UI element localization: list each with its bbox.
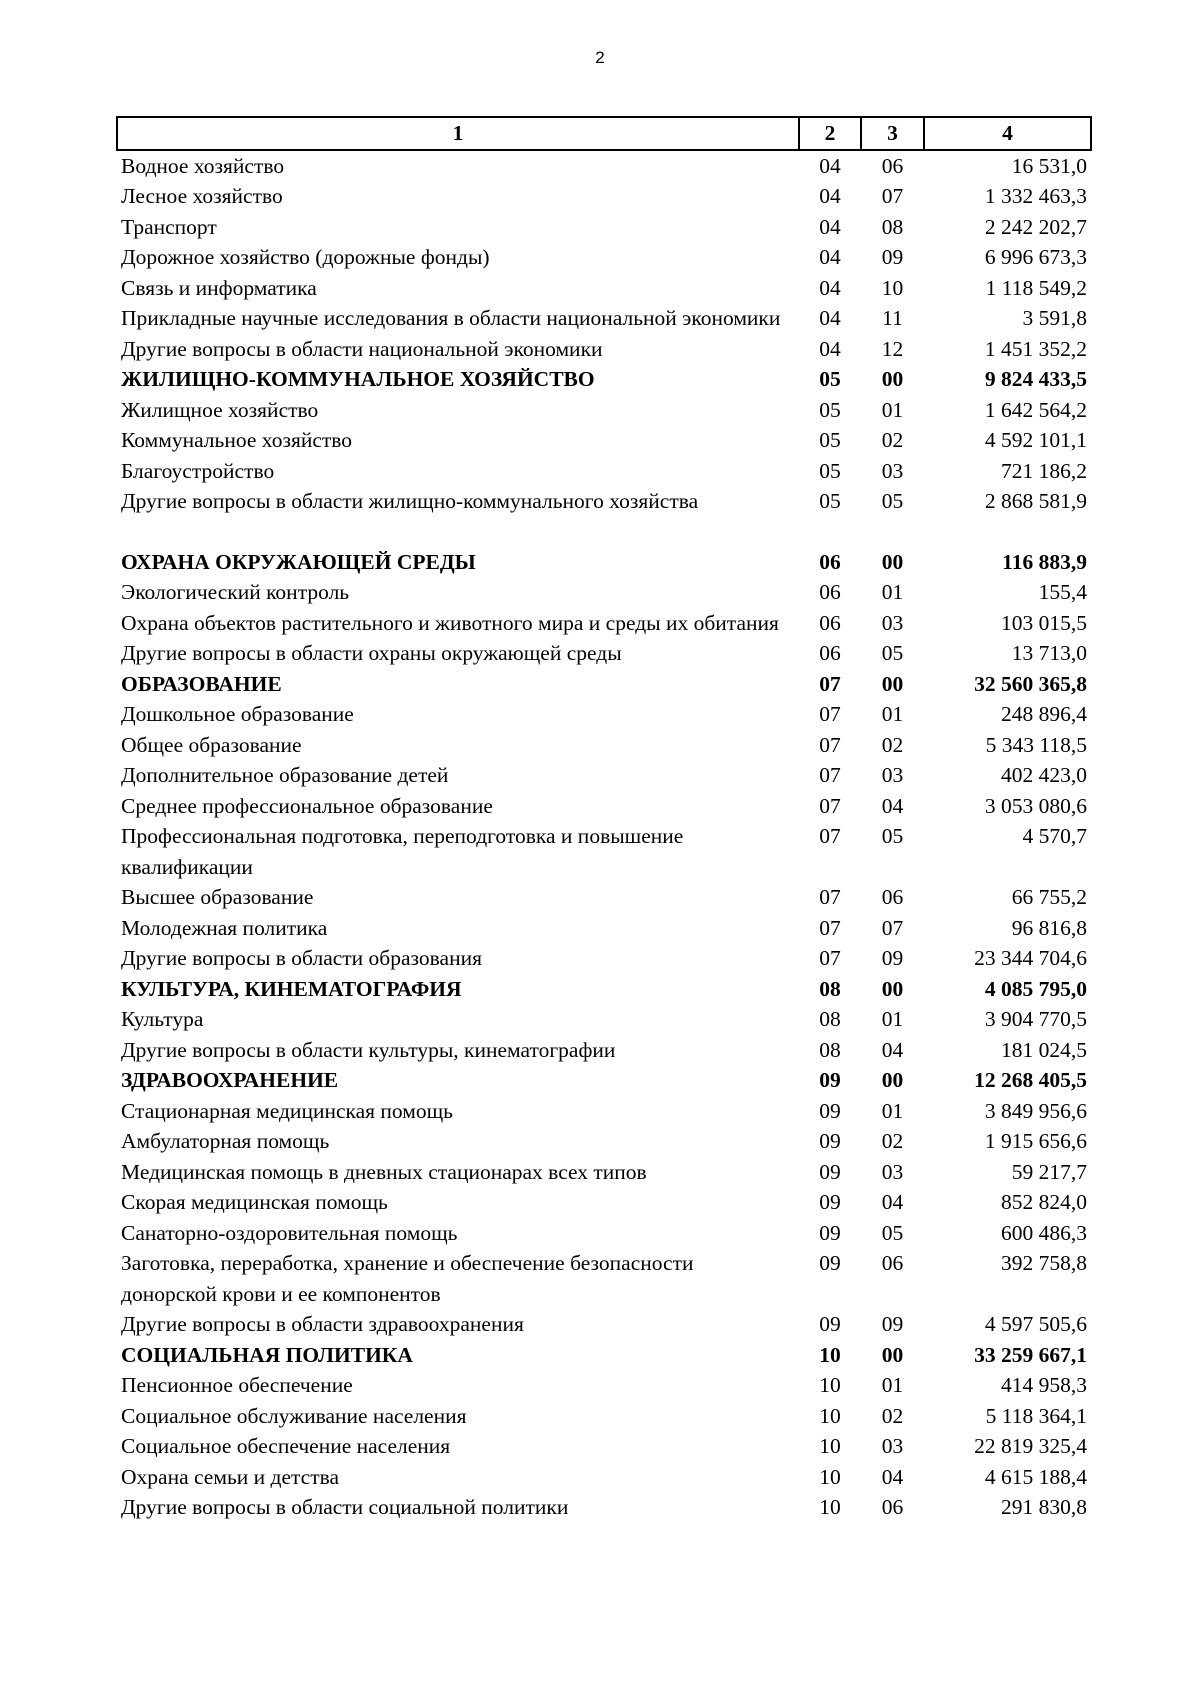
table-row xyxy=(117,1431,1091,1462)
row-amount: 291 830,8 xyxy=(1001,1495,1087,1519)
row-name: Заготовка, переработка, хранение и обеспечение безопасности донорской крови и ее компонентов xyxy=(121,1251,694,1306)
section-total-row xyxy=(117,1340,1091,1371)
row-section-code: 07 xyxy=(819,732,841,757)
table-row xyxy=(117,1462,1091,1493)
table-row xyxy=(117,1126,1091,1157)
row-amount: 392 758,8 xyxy=(1001,1251,1087,1275)
row-name: ОБРАЗОВАНИЕ xyxy=(121,671,282,696)
table-row xyxy=(117,791,1091,822)
row-amount: 116 883,9 xyxy=(1002,549,1087,574)
row-subsection-code: 00 xyxy=(881,976,904,1001)
row-name: Культура xyxy=(121,1007,204,1031)
row-amount: 3 849 956,6 xyxy=(984,1098,1087,1123)
row-amount: 33 259 667,1 xyxy=(974,1342,1087,1367)
row-name: Лесное хозяйство xyxy=(121,184,283,208)
row-section-code: 09 xyxy=(819,1220,841,1245)
row-section-code: 04 xyxy=(819,214,841,239)
row-name: Социальное обеспечение населения xyxy=(121,1434,451,1458)
row-section-code: 08 xyxy=(819,1007,841,1031)
row-subsection-code: 02 xyxy=(881,428,904,452)
row-subsection-code: 00 xyxy=(881,1342,904,1367)
row-name: Социальное обслуживание населения xyxy=(121,1403,467,1428)
table-row xyxy=(117,1035,1091,1066)
row-subsection-code: 03 xyxy=(881,763,904,787)
row-subsection-code: 02 xyxy=(881,1129,904,1153)
row-name: ЖИЛИЩНО-КОММУНАЛЬНОЕ ХОЗЯЙСТВО xyxy=(121,367,595,391)
row-subsection-code: 04 xyxy=(881,1190,904,1214)
row-amount: 1 642 564,2 xyxy=(984,397,1087,422)
row-amount: 1 332 463,3 xyxy=(984,184,1087,208)
row-subsection-code: 06 xyxy=(881,885,904,909)
table-row xyxy=(117,577,1091,608)
table-row xyxy=(117,1370,1091,1401)
row-amount: 852 824,0 xyxy=(1001,1190,1087,1214)
row-amount: 9 824 433,5 xyxy=(984,367,1087,391)
row-amount: 1 118 549,2 xyxy=(985,275,1087,300)
row-section-code: 10 xyxy=(819,1373,841,1397)
row-amount: 181 024,5 xyxy=(1001,1037,1087,1062)
row-amount: 4 615 188,4 xyxy=(984,1464,1087,1489)
row-section-code: 07 xyxy=(819,763,841,787)
row-subsection-code: 01 xyxy=(881,580,904,604)
table-row xyxy=(117,273,1091,304)
row-name: Связь и информатика xyxy=(121,275,317,300)
row-subsection-code: 09 xyxy=(881,245,904,269)
row-name: ОХРАНА ОКРУЖАЮЩЕЙ СРЕДЫ xyxy=(121,549,476,574)
row-amount: 2 868 581,9 xyxy=(984,489,1087,513)
row-amount: 1 451 352,2 xyxy=(984,336,1087,361)
table-row xyxy=(117,1157,1091,1188)
row-subsection-code: 03 xyxy=(881,1434,904,1458)
table-row xyxy=(117,943,1091,974)
row-amount: 3 904 770,5 xyxy=(984,1007,1087,1031)
row-amount: 402 423,0 xyxy=(1001,763,1087,787)
row-name: Высшее образование xyxy=(121,885,314,909)
row-amount: 96 816,8 xyxy=(1011,915,1087,940)
table-row xyxy=(117,1096,1091,1127)
row-amount: 721 186,2 xyxy=(1001,458,1087,483)
row-section-code: 06 xyxy=(819,610,841,635)
row-subsection-code: 01 xyxy=(881,1098,904,1123)
row-section-code: 04 xyxy=(819,275,841,300)
row-name: КУЛЬТУРА, КИНЕМАТОГРАФИЯ xyxy=(121,976,462,1001)
table-row xyxy=(117,1401,1091,1432)
row-section-code: 08 xyxy=(819,976,841,1001)
row-amount: 3 591,8 xyxy=(1022,306,1087,330)
row-section-code: 10 xyxy=(819,1403,841,1428)
row-subsection-code: 01 xyxy=(881,1373,904,1397)
row-subsection-code: 02 xyxy=(881,732,904,757)
row-subsection-code: 04 xyxy=(881,1037,904,1062)
section-total-row xyxy=(117,364,1091,395)
header-col-subsection: 3 xyxy=(861,117,924,150)
row-name: Амбулаторная помощь xyxy=(121,1129,330,1153)
row-name: Транспорт xyxy=(121,214,217,239)
table-row xyxy=(117,212,1091,243)
header-col-amount: 4 xyxy=(924,117,1091,150)
table-body xyxy=(117,150,1091,1523)
row-amount: 3 053 080,6 xyxy=(984,793,1087,818)
row-subsection-code: 09 xyxy=(881,946,904,970)
row-name: Дошкольное образование xyxy=(121,702,354,726)
row-name: Дополнительное образование детей xyxy=(121,763,449,787)
row-name: Общее образование xyxy=(121,732,302,757)
row-amount: 248 896,4 xyxy=(1001,702,1087,726)
table-row xyxy=(117,242,1091,273)
row-name: Охрана семьи и детства xyxy=(121,1464,340,1489)
row-amount: 414 958,3 xyxy=(1001,1373,1087,1397)
row-subsection-code: 01 xyxy=(881,397,904,422)
table-row xyxy=(117,1492,1091,1523)
row-amount: 23 344 704,6 xyxy=(974,946,1087,970)
row-section-code: 06 xyxy=(819,641,841,665)
row-section-code: 09 xyxy=(819,1098,841,1123)
row-name: Медицинская помощь в дневных стационарах всех типов xyxy=(121,1159,647,1184)
row-amount: 103 015,5 xyxy=(1001,610,1087,635)
row-section-code: 04 xyxy=(819,306,841,330)
row-section-code: 09 xyxy=(819,1129,841,1153)
row-amount: 4 597 505,6 xyxy=(984,1312,1087,1336)
row-name: Водное хозяйство xyxy=(121,153,285,178)
section-total-row xyxy=(117,547,1091,578)
table-row xyxy=(117,882,1091,913)
row-name: Стационарная медицинская помощь xyxy=(121,1098,453,1123)
row-subsection-code: 07 xyxy=(881,184,904,208)
row-section-code: 04 xyxy=(819,184,841,208)
row-subsection-code: 03 xyxy=(881,1159,904,1184)
row-subsection-code: 03 xyxy=(881,610,904,635)
row-subsection-code: 06 xyxy=(881,1495,904,1519)
table-row xyxy=(117,1309,1091,1340)
table-row xyxy=(117,699,1091,730)
row-subsection-code: 08 xyxy=(881,214,904,239)
row-name: ЗДРАВООХРАНЕНИЕ xyxy=(121,1068,339,1092)
header-col-section: 2 xyxy=(799,117,861,150)
row-name: Коммунальное хозяйство xyxy=(121,428,353,452)
table-header xyxy=(117,117,1091,150)
table-row xyxy=(117,486,1091,517)
row-subsection-code: 00 xyxy=(881,671,904,696)
table-row xyxy=(117,334,1091,365)
row-subsection-code: 07 xyxy=(881,915,904,940)
row-name: СОЦИАЛЬНАЯ ПОЛИТИКА xyxy=(121,1342,413,1367)
row-subsection-code: 03 xyxy=(881,458,904,483)
row-subsection-code: 02 xyxy=(881,1403,904,1428)
row-section-code: 05 xyxy=(819,397,841,422)
row-subsection-code: 06 xyxy=(881,1251,904,1275)
table-row xyxy=(117,760,1091,791)
row-section-code: 09 xyxy=(819,1190,841,1214)
row-section-code: 09 xyxy=(819,1312,841,1336)
table-row xyxy=(117,395,1091,426)
row-amount: 59 217,7 xyxy=(1011,1159,1087,1184)
row-amount: 5 343 118,5 xyxy=(985,732,1087,757)
table-row xyxy=(117,150,1091,182)
table-row xyxy=(117,456,1091,487)
section-total-row xyxy=(117,669,1091,700)
row-subsection-code: 00 xyxy=(881,367,904,391)
row-subsection-code: 05 xyxy=(881,489,904,513)
row-amount: 5 118 364,1 xyxy=(985,1403,1087,1428)
row-name: Охрана объектов растительного и животного мира и среды их обитания xyxy=(121,610,779,635)
row-name: Профессиональная подготовка, переподготовка и повышение квалификации xyxy=(121,824,684,879)
row-section-code: 07 xyxy=(819,885,841,909)
row-name: Санаторно-оздоровительная помощь xyxy=(121,1220,458,1245)
row-amount: 155,4 xyxy=(1038,580,1087,604)
row-section-code: 10 xyxy=(819,1342,841,1367)
row-amount: 600 486,3 xyxy=(1001,1220,1087,1245)
row-amount: 22 819 325,4 xyxy=(974,1434,1087,1458)
row-name: Другие вопросы в области национальной экономики xyxy=(121,336,603,361)
page-number: 2 xyxy=(595,48,605,67)
row-subsection-code: 01 xyxy=(881,1007,904,1031)
row-name: Прикладные научные исследования в области национальной экономики xyxy=(121,306,781,330)
table-row xyxy=(117,821,1091,882)
row-section-code: 04 xyxy=(819,245,841,269)
row-subsection-code: 01 xyxy=(881,702,904,726)
row-amount: 13 713,0 xyxy=(1011,641,1087,665)
table-row xyxy=(117,608,1091,639)
row-section-code: 05 xyxy=(819,489,841,513)
header-row xyxy=(117,117,1091,150)
budget-table xyxy=(116,116,1092,1523)
table-row xyxy=(117,1187,1091,1218)
row-name: Дорожное хозяйство (дорожные фонды) xyxy=(121,245,490,269)
row-name: Другие вопросы в области охраны окружающей среды xyxy=(121,641,622,665)
row-section-code: 09 xyxy=(819,1068,841,1092)
row-section-code: 05 xyxy=(819,458,841,483)
row-subsection-code: 04 xyxy=(881,793,904,818)
spacer-row xyxy=(117,517,1091,547)
row-subsection-code: 09 xyxy=(881,1312,904,1336)
row-section-code: 07 xyxy=(819,702,841,726)
row-subsection-code: 11 xyxy=(882,306,903,330)
row-subsection-code: 05 xyxy=(881,1220,904,1245)
row-amount: 4 085 795,0 xyxy=(984,976,1087,1001)
row-name: Благоустройство xyxy=(121,458,275,483)
row-subsection-code: 12 xyxy=(881,336,904,361)
table-row xyxy=(117,638,1091,669)
row-subsection-code: 06 xyxy=(881,153,904,178)
row-subsection-code: 00 xyxy=(881,549,904,574)
row-amount: 1 915 656,6 xyxy=(984,1129,1087,1153)
row-amount: 6 996 673,3 xyxy=(984,245,1087,269)
row-amount: 4 592 101,1 xyxy=(984,428,1087,452)
row-name: Молодежная политика xyxy=(121,915,328,940)
header-col-name: 1 xyxy=(117,117,799,150)
row-name: Другие вопросы в области социальной политики xyxy=(121,1495,569,1519)
row-name: Среднее профессиональное образование xyxy=(121,793,493,818)
row-section-code: 07 xyxy=(819,915,841,940)
row-section-code: 09 xyxy=(819,1251,841,1275)
section-total-row xyxy=(117,1065,1091,1096)
table-row xyxy=(117,913,1091,944)
row-subsection-code: 10 xyxy=(881,275,904,300)
row-amount: 66 755,2 xyxy=(1011,885,1087,909)
table-row xyxy=(117,730,1091,761)
spacer-cell xyxy=(117,517,1091,547)
table-row xyxy=(117,1248,1091,1309)
row-subsection-code: 04 xyxy=(881,1464,904,1489)
row-section-code: 07 xyxy=(819,671,841,696)
row-section-code: 04 xyxy=(819,153,841,178)
row-section-code: 09 xyxy=(819,1159,841,1184)
row-name: Другие вопросы в области образования xyxy=(121,946,482,970)
row-section-code: 07 xyxy=(819,793,841,818)
table-row xyxy=(117,303,1091,334)
row-section-code: 07 xyxy=(819,946,841,970)
table-row xyxy=(117,181,1091,212)
row-section-code: 10 xyxy=(819,1495,841,1519)
row-amount: 12 268 405,5 xyxy=(974,1068,1087,1092)
row-subsection-code: 05 xyxy=(881,641,904,665)
row-name: Экологический контроль xyxy=(121,580,350,604)
row-name: Другие вопросы в области жилищно-коммунального хозяйства xyxy=(121,489,699,513)
row-section-code: 05 xyxy=(819,367,841,391)
row-section-code: 06 xyxy=(819,580,841,604)
row-amount: 16 531,0 xyxy=(1011,153,1087,178)
row-subsection-code: 00 xyxy=(881,1068,904,1092)
row-amount: 2 242 202,7 xyxy=(984,214,1087,239)
row-subsection-code: 05 xyxy=(881,824,904,848)
row-section-code: 10 xyxy=(819,1434,841,1458)
table-row xyxy=(117,425,1091,456)
row-section-code: 08 xyxy=(819,1037,841,1062)
row-name: Пенсионное обеспечение xyxy=(121,1373,353,1397)
row-section-code: 10 xyxy=(819,1464,841,1489)
row-section-code: 05 xyxy=(819,428,841,452)
row-section-code: 04 xyxy=(819,336,841,361)
row-amount: 4 570,7 xyxy=(1022,824,1087,848)
row-name: Жилищное хозяйство xyxy=(121,397,319,422)
row-name: Скорая медицинская помощь xyxy=(121,1190,388,1214)
table-row xyxy=(117,1218,1091,1249)
table-row xyxy=(117,1004,1091,1035)
section-total-row xyxy=(117,974,1091,1005)
row-section-code: 07 xyxy=(819,824,841,848)
row-section-code: 06 xyxy=(819,549,841,574)
row-name: Другие вопросы в области здравоохранения xyxy=(121,1312,524,1336)
row-amount: 32 560 365,8 xyxy=(974,671,1087,696)
row-name: Другие вопросы в области культуры, кинематографии xyxy=(121,1037,616,1062)
